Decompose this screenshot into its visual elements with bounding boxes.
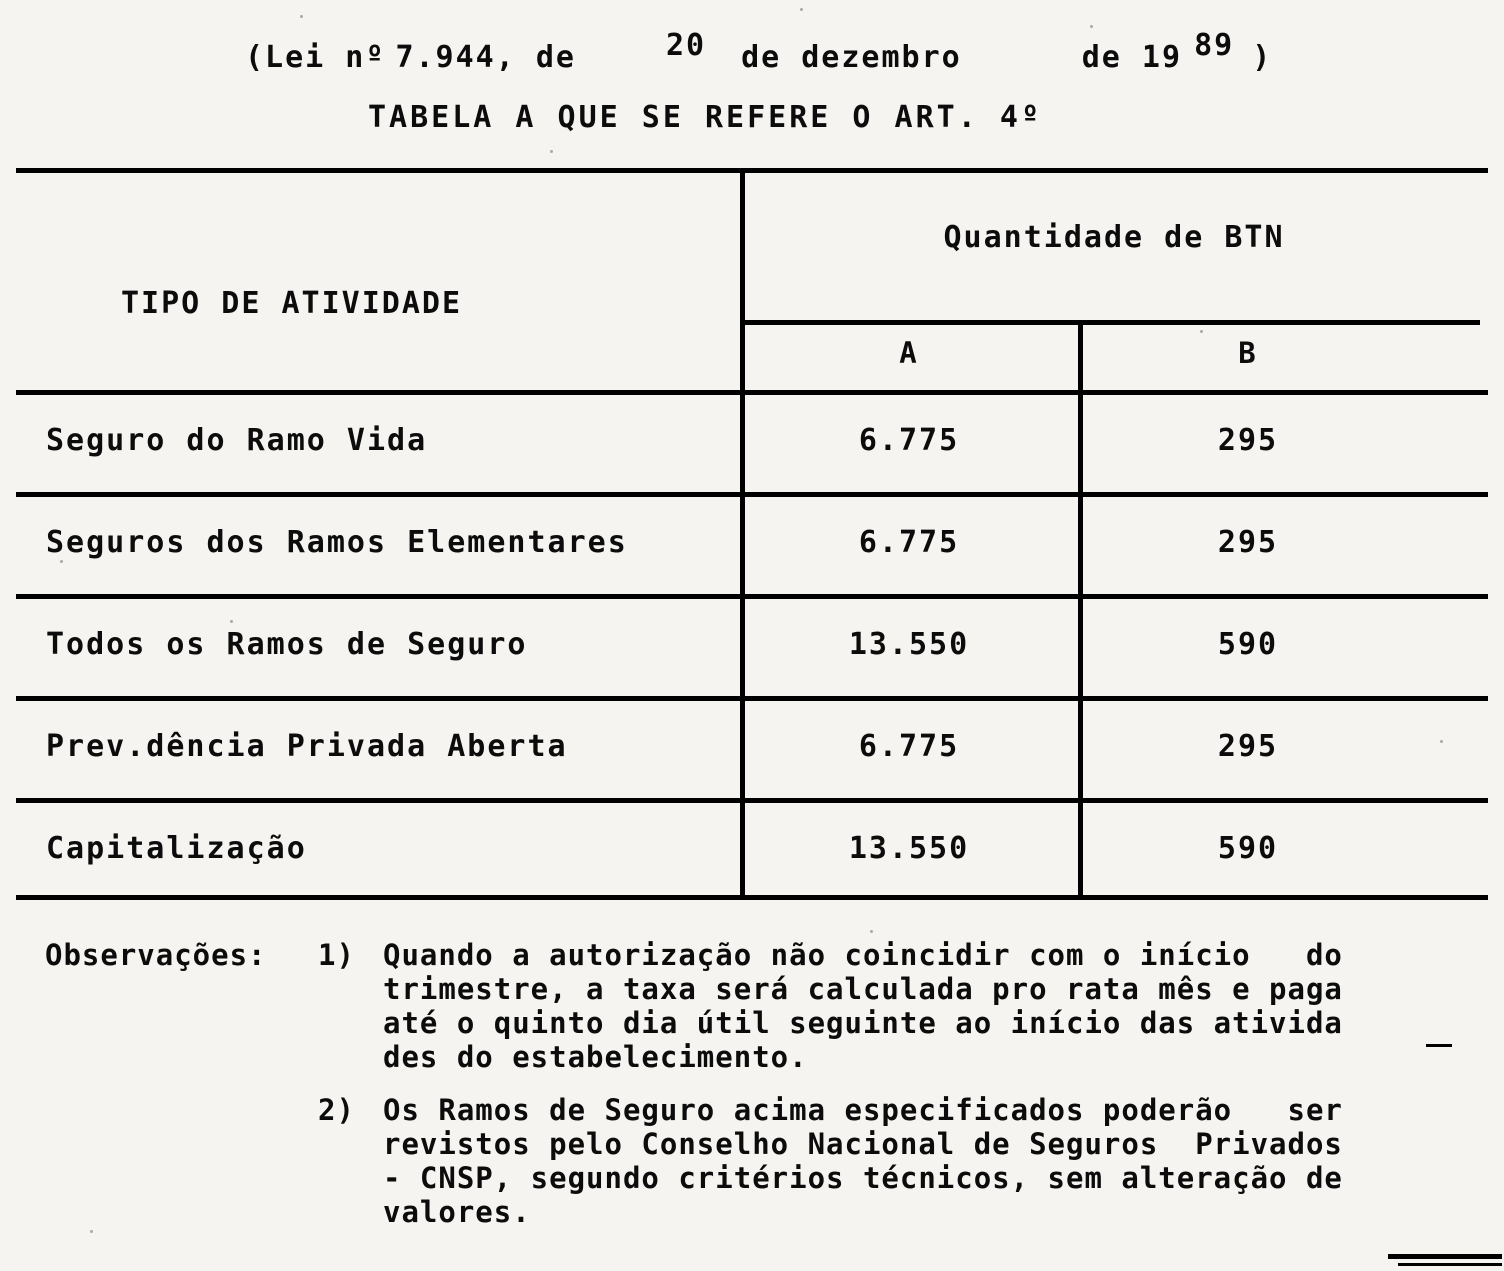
row-value-a: 6.775 (858, 525, 960, 560)
row-value-b: 590 (1217, 831, 1279, 866)
column-header-b: B (1238, 336, 1258, 370)
law-reference-line (245, 28, 1273, 75)
scan-speck (300, 15, 303, 18)
observation-line: Quando a autorização não coincidir com o início do (383, 938, 1343, 972)
law-part-1: (Lei nº (245, 40, 386, 75)
bottom-right-rule-2 (1398, 1263, 1502, 1266)
column-header-quantity-btn: Quantidade de BTN (943, 220, 1285, 255)
row-value-a: 13.550 (848, 831, 970, 866)
law-raised-day: 20 (666, 28, 707, 63)
scan-speck (230, 620, 233, 623)
observation-2-text (383, 1093, 1343, 1229)
observation-line: des do estabelecimento. (383, 1040, 808, 1074)
hyphen-underline-mark (1426, 1044, 1452, 1047)
law-part-5: de 19 (1081, 40, 1183, 75)
scan-speck (800, 8, 803, 11)
row-label: Prev.dência Privada Aberta (46, 729, 568, 764)
law-raised-year: 89 (1194, 28, 1235, 63)
table-border-qty-sub (740, 320, 1480, 325)
law-part-6: ) (1252, 40, 1273, 75)
fees-table (16, 168, 1488, 900)
scan-speck (1200, 330, 1203, 333)
observation-1-number: 1) (318, 938, 355, 972)
row-value-b: 295 (1217, 423, 1279, 458)
observation-line: Os Ramos de Seguro acima especificados poderão ser (383, 1093, 1343, 1127)
table-row (16, 390, 1488, 492)
bottom-right-rule (1388, 1254, 1502, 1259)
observation-line: trimestre, a taxa será calculada pro rata mês e paga (383, 972, 1343, 1006)
observation-line: até o quinto dia útil seguinte ao início das ativida (383, 1006, 1343, 1040)
row-label: Seguro do Ramo Vida (46, 423, 428, 458)
table-border-top (16, 168, 1488, 173)
scan-speck (60, 560, 63, 563)
scan-speck (550, 150, 553, 153)
row-value-a: 6.775 (858, 423, 960, 458)
law-part-3: de (741, 40, 782, 75)
row-label: Todos os Ramos de Seguro (46, 627, 528, 662)
observation-line: valores. (383, 1195, 531, 1229)
law-part-2: 7.944, de (395, 40, 576, 75)
row-value-b: 590 (1217, 627, 1279, 662)
table-row (16, 594, 1488, 696)
law-part-4: dezembro (801, 40, 962, 75)
scan-speck (90, 1230, 93, 1233)
scan-speck (1090, 25, 1093, 28)
column-header-activity: TIPO DE ATIVIDADE (121, 286, 463, 321)
table-row (16, 798, 1488, 900)
observations-label: Observações: (45, 938, 267, 972)
observation-1-text (383, 938, 1343, 1074)
observation-line: - CNSP, segundo critérios técnicos, sem alteração de (383, 1161, 1343, 1195)
row-label: Capitalização (46, 831, 307, 866)
table-row (16, 696, 1488, 798)
row-value-b: 295 (1217, 729, 1279, 764)
row-value-b: 295 (1217, 525, 1279, 560)
row-value-a: 6.775 (858, 729, 960, 764)
column-header-a: A (899, 336, 919, 370)
document-title: TABELA A QUE SE REFERE O ART. 4º (368, 100, 1042, 135)
observation-2-number: 2) (318, 1093, 355, 1127)
row-value-a: 13.550 (848, 627, 970, 662)
observation-line: revistos pelo Conselho Nacional de Seguros Privados (383, 1127, 1343, 1161)
row-label: Seguros dos Ramos Elementares (46, 525, 628, 560)
scan-speck (870, 930, 873, 933)
scan-speck (1440, 740, 1443, 743)
table-row (16, 492, 1488, 594)
